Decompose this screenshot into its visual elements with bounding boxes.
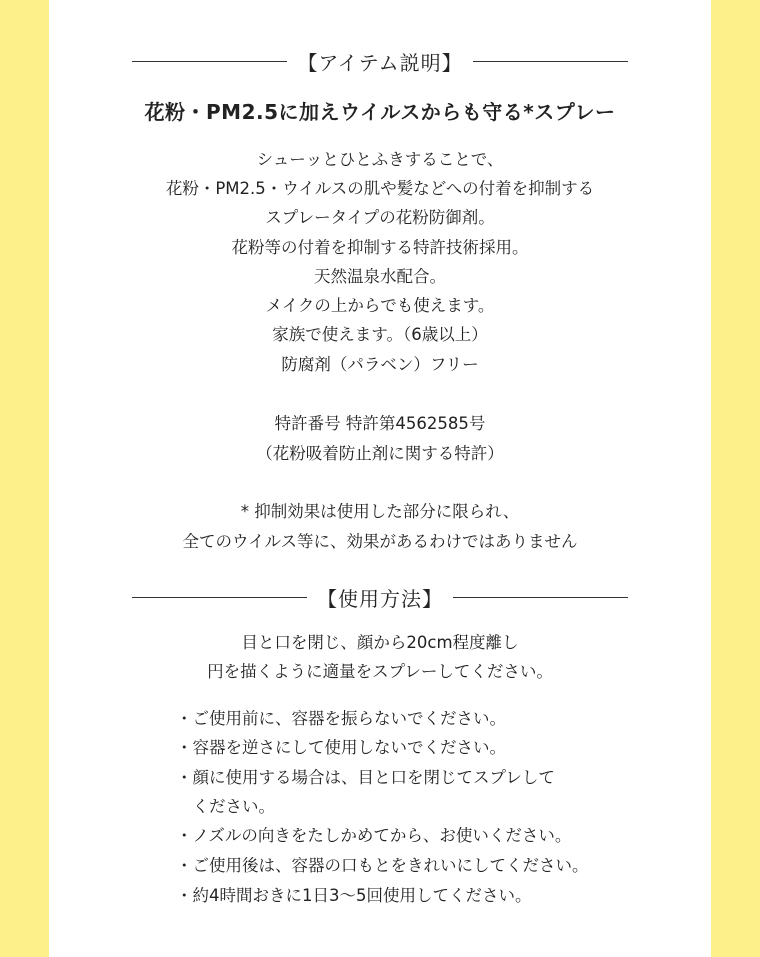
description-line: メイクの上からでも使えます。 bbox=[265, 296, 495, 315]
caution-item: ・ご使用後は、容器の口もとをきれいにしてください。 bbox=[176, 856, 589, 875]
divider-right bbox=[473, 61, 628, 62]
description-line: シューッとひとふきすることで、 bbox=[256, 150, 504, 169]
footnote-line: * 抑制効果は使用した部分に限られ、 bbox=[240, 502, 520, 521]
usage-heading-label: 【使用方法】 bbox=[317, 586, 443, 611]
usage-heading bbox=[132, 582, 628, 612]
divider-left bbox=[132, 61, 287, 62]
caution-item: ・容器を逆さにして使用しないでください。 bbox=[176, 738, 506, 757]
divider-right bbox=[453, 597, 628, 598]
usage-instruction-line: 目と口を閉じ、顔から20cm程度離し bbox=[241, 633, 519, 652]
caution-item: ・約4時間おきに1日3～5回使用してください。 bbox=[176, 886, 532, 905]
usage-instruction-line: 円を描くように適量をスプレーしてください。 bbox=[207, 662, 553, 681]
description-line: 天然温泉水配合。 bbox=[314, 267, 446, 286]
footnote-line: 全てのウイルス等に、効果があるわけではありません bbox=[182, 532, 578, 551]
divider-left bbox=[132, 597, 307, 598]
caution-item: ・ノズルの向きをたしかめてから、お使いください。 bbox=[176, 826, 572, 845]
description-line: スプレータイプの花粉防御剤。 bbox=[265, 208, 495, 227]
description-line: 花粉等の付着を抑制する特許技術採用。 bbox=[231, 238, 529, 257]
item-description-heading bbox=[132, 46, 628, 76]
description-line: 家族で使えます。（6歳以上） bbox=[272, 325, 488, 344]
caution-item: ・ご使用前に、容器を振らないでください。 bbox=[176, 709, 506, 728]
description-line: 防腐剤（パラベン）フリー bbox=[281, 355, 479, 374]
caution-item: ・顔に使用する場合は、目と口を閉じてスプレして bbox=[176, 768, 555, 787]
patent-description: （花粉吸着防止剤に関する特許） bbox=[256, 444, 504, 463]
caution-item-continued: ください。 bbox=[176, 797, 275, 816]
description-line: 花粉・PM2.5・ウイルスの肌や髪などへの付着を抑制する bbox=[165, 179, 595, 198]
item-description-heading-label: 【アイテム説明】 bbox=[297, 50, 463, 75]
content-panel bbox=[49, 0, 711, 957]
patent-number: 特許番号 特許第4562585号 bbox=[274, 414, 486, 433]
product-title: 花粉・PM2.5に加えウイルスからも守る*スプレー bbox=[144, 100, 616, 124]
